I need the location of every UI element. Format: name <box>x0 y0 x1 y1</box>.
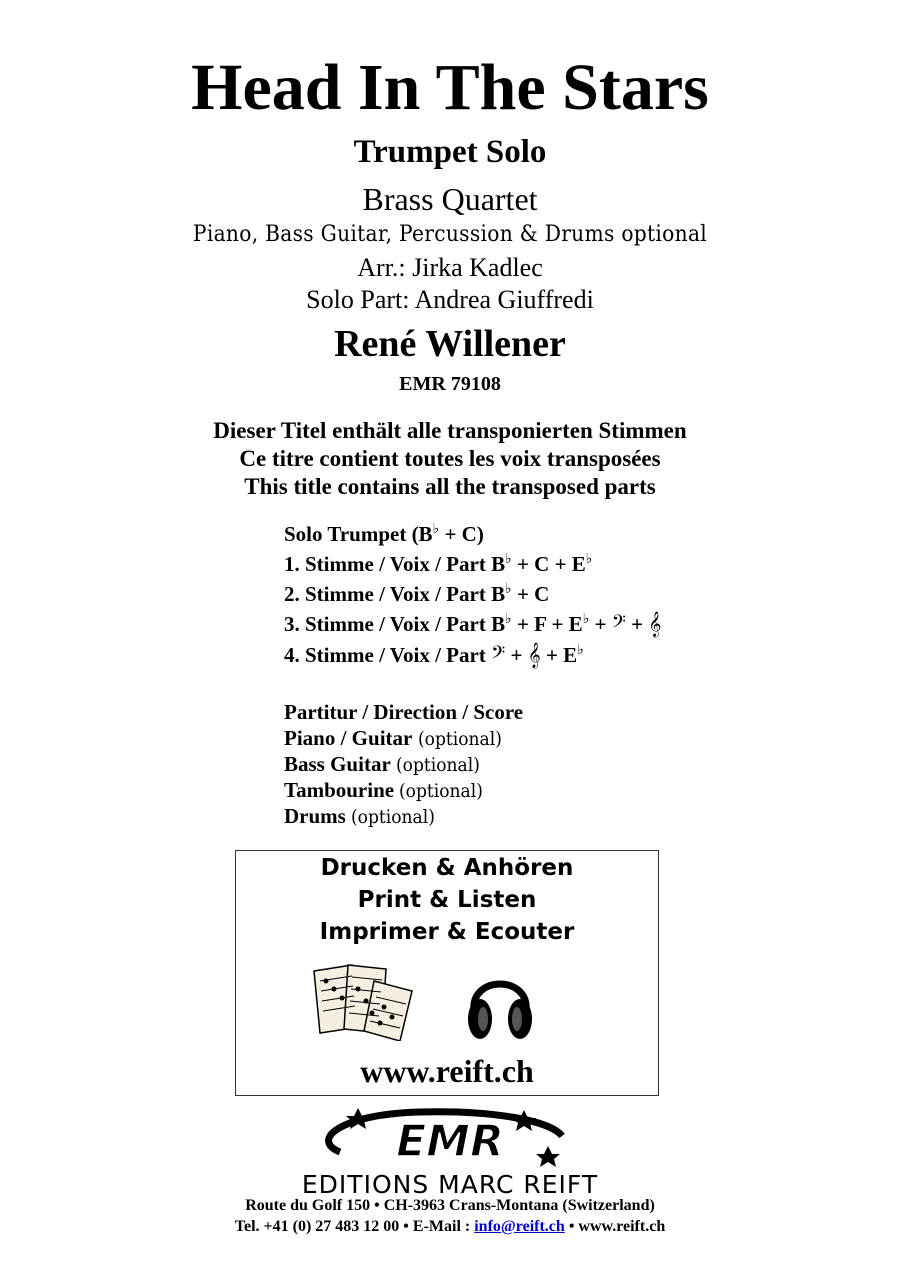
transposed-note-de: Dieser Titel enthält alle transponierten Stimmen <box>213 418 687 443</box>
headphones-icon <box>464 963 536 1043</box>
contact-tel: Tel. +41 (0) 27 483 12 00 • E-Mail : <box>234 1218 475 1235</box>
part-solo-trumpet <box>284 521 484 547</box>
part-text: Solo Trumpet (B <box>284 522 433 546</box>
score-item-note: (optional) <box>417 728 502 750</box>
part-2 <box>284 581 549 607</box>
flat-sign: ♭ <box>505 552 512 567</box>
promo-box <box>235 850 659 1096</box>
part-text: + <box>625 612 649 636</box>
publisher-name: EDITIONS MARC REIFT <box>301 1170 599 1199</box>
part-text: 1. Stimme / Voix / Part B <box>284 552 506 576</box>
flat-sign: ♭ <box>432 522 440 537</box>
score-item-label: Tambourine <box>284 778 395 802</box>
subtitle: Trumpet Solo <box>353 134 547 170</box>
score-item-note: (optional) <box>399 780 484 802</box>
part-1 <box>284 551 592 577</box>
score-item <box>284 700 523 725</box>
part-text: 4. Stimme / Voix / Part <box>284 643 492 667</box>
page-title: Head In The Stars <box>191 51 709 124</box>
email-link[interactable]: info@reift.ch <box>474 1218 565 1235</box>
catalog-number: EMR 79108 <box>399 373 501 395</box>
transposed-note-en: This title contains all the transposed parts <box>244 474 656 499</box>
score-item-label: Piano / Guitar <box>284 726 413 750</box>
sheet-music-icon <box>308 961 420 1041</box>
treble-clef-icon: 𝄞 <box>527 643 541 668</box>
part-text: 2. Stimme / Voix / Part B <box>284 582 506 606</box>
flat-sign: ♭ <box>577 643 584 658</box>
score-item-label: Drums <box>284 804 346 828</box>
star-icon <box>512 1110 536 1131</box>
promo-line: Imprimer & Ecouter <box>319 919 575 945</box>
composer: René Willener <box>334 323 566 365</box>
part-text: + C + E <box>511 552 586 576</box>
part-text: + E <box>540 643 578 667</box>
bass-clef-icon: 𝄢 <box>611 612 626 637</box>
arranger: Arr.: Jirka Kadlec <box>357 253 543 282</box>
flat-sign: ♭ <box>582 612 590 627</box>
optional-instruments: Piano, Bass Guitar, Percussion & Drums optional <box>192 222 708 247</box>
part-3 <box>284 611 661 637</box>
bass-clef-icon: 𝄢 <box>491 643 506 668</box>
treble-clef-icon: 𝄞 <box>648 612 662 637</box>
solo-part-credit: Solo Part: Andrea Giuffredi <box>306 285 594 314</box>
transposed-note-fr: Ce titre contient toutes les voix transposées <box>239 446 661 471</box>
part-4 <box>284 642 584 668</box>
emr-logo <box>300 1106 600 1170</box>
part-text: + <box>505 643 528 667</box>
score-item-note: (optional) <box>396 754 480 776</box>
star-icon <box>536 1146 560 1167</box>
part-text: + <box>589 612 612 636</box>
score-item <box>284 752 489 777</box>
promo-line: Print & Listen <box>357 887 537 913</box>
promo-url: www.reift.ch <box>360 1053 534 1089</box>
flat-sign: ♭ <box>505 612 512 627</box>
part-text: + F + E <box>511 612 583 636</box>
flat-sign: ♭ <box>585 552 593 567</box>
ensemble: Brass Quartet <box>362 181 538 217</box>
part-text: + C <box>511 582 550 606</box>
publisher-contact <box>0 1218 900 1236</box>
logo-text: EMR <box>396 1116 504 1167</box>
promo-line: Drucken & Anhören <box>320 855 574 881</box>
score-item-label: Partitur / Direction / Score <box>284 700 524 724</box>
score-item <box>284 726 511 751</box>
publisher-address: Route du Golf 150 • CH-3963 Crans-Montana (Switzerland) <box>245 1197 655 1214</box>
part-text: 3. Stimme / Voix / Part B <box>284 612 506 636</box>
score-item-label: Bass Guitar <box>284 752 391 776</box>
score-item <box>284 778 493 803</box>
score-item-note: (optional) <box>351 806 435 828</box>
score-item <box>284 804 444 829</box>
part-text: + C) <box>439 522 484 546</box>
flat-sign: ♭ <box>505 582 512 597</box>
contact-web: • www.reift.ch <box>564 1218 666 1235</box>
